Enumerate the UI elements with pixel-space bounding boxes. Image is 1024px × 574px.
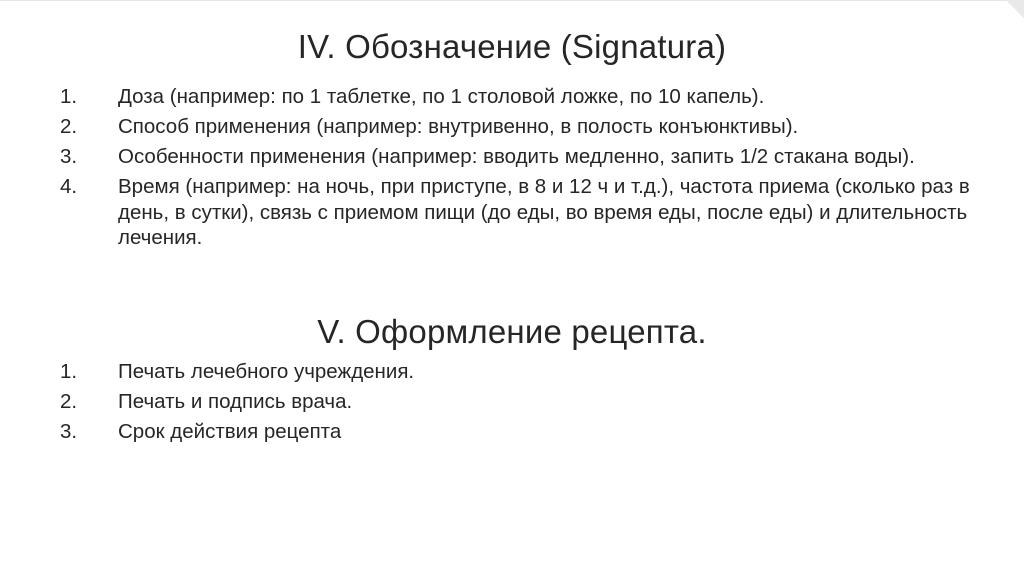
list-item-text: Срок действия рецепта [118, 420, 342, 443]
list-item-text: Способ применения (например: внутривенно, в полость конъюнктивы). [118, 115, 799, 138]
list-item [60, 419, 970, 445]
list-item [60, 359, 970, 385]
list-item-number: 2. [60, 390, 78, 413]
list-item-number: 3. [60, 145, 78, 168]
list-item [60, 84, 970, 110]
prescription-design-list [60, 359, 970, 449]
section-title-prescription-design: V. Оформление рецепта. [317, 313, 707, 350]
signatura-list [60, 84, 970, 255]
list-item-text: Доза (например: по 1 таблетке, по 1 столовой ложке, по 10 капель). [118, 85, 765, 108]
list-item-text: Время (например: на ночь, при приступе, в 8 и 12 ч и т.д.), частота приема (сколько раз в день, в сутки), связь с приемом пищи (до еды, во время еды, после еды) и длительность лечения. [118, 175, 970, 249]
page-corner-fold [1006, 0, 1024, 18]
list-item [60, 174, 970, 251]
list-item [60, 389, 970, 415]
list-item-number: 3. [60, 420, 78, 443]
list-item [60, 114, 970, 140]
section-title-signatura: IV. Обозначение (Signatura) [297, 28, 727, 65]
list-item-number: 4. [60, 175, 78, 198]
slide-top-border [0, 0, 1024, 1]
list-item-number: 1. [60, 360, 78, 383]
list-item-text: Особенности применения (например: вводить медленно, запить 1/2 стакана воды). [118, 145, 915, 168]
list-item-text: Печать и подпись врача. [118, 390, 353, 413]
list-item [60, 144, 970, 170]
list-item-number: 2. [60, 115, 78, 138]
list-item-number: 1. [60, 85, 78, 108]
list-item-text: Печать лечебного учреждения. [118, 360, 415, 383]
